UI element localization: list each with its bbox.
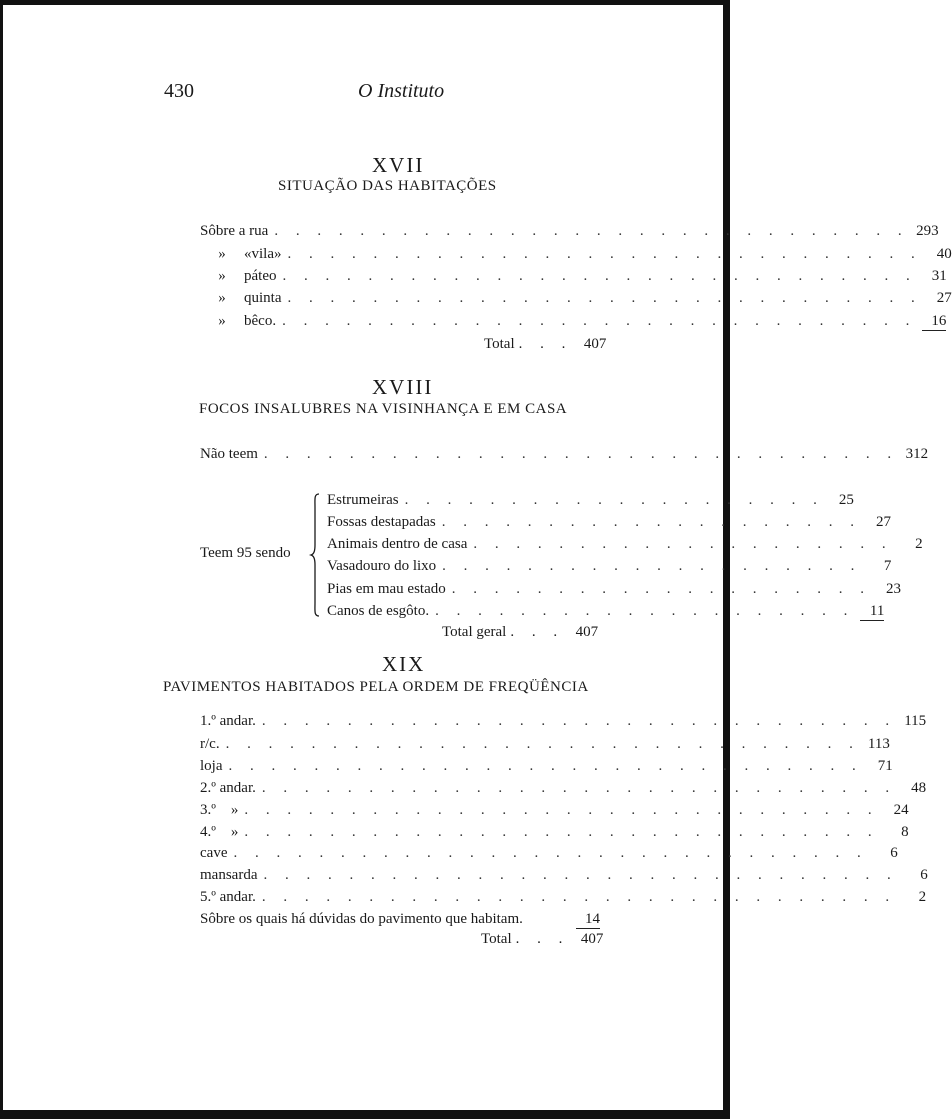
table-row — [200, 221, 939, 241]
table-row — [200, 288, 952, 308]
table-row — [200, 865, 928, 885]
total-value: 407 — [575, 624, 599, 640]
table-row — [327, 556, 892, 576]
total-label: Total geral — [442, 624, 507, 640]
leader-dots: . . . . . . . . . . . . . . . . . . . . . . . . . . . . . . — [244, 802, 879, 818]
leader-dots: . . . . . . . . . . . . . . . . . . . . . . . . . . . . . . — [274, 223, 909, 239]
row-value: 27 — [936, 290, 952, 306]
table-row — [200, 244, 952, 264]
row-label: 1.º andar. — [200, 713, 256, 729]
row-value: 14 — [576, 910, 600, 929]
row-value: 113 — [867, 736, 890, 752]
table-row — [200, 734, 890, 754]
table-row — [200, 711, 927, 731]
row-label: cave — [200, 845, 228, 861]
section-xix-caption: PAVIMENTOS HABITADOS PELA ORDEM DE FREQÜÊNCIA — [163, 679, 589, 695]
section-xvii-number: XVII — [372, 153, 425, 177]
row-value: 312 — [905, 446, 929, 462]
section-xvii-total — [484, 336, 606, 353]
row-value: 8 — [901, 824, 909, 840]
row-label: páteo — [244, 268, 277, 284]
leader-dots: . . . . . . . . . . . . . . . . . . . . — [451, 581, 871, 597]
table-row — [200, 843, 898, 863]
row-value: 48 — [911, 780, 927, 796]
running-head: O Instituto — [358, 80, 445, 102]
table-row — [200, 444, 929, 464]
leader-dots: . . . . . . . . . . . . . . . . . . . . . . . . . . . . . . — [225, 736, 860, 752]
table-row — [200, 756, 893, 776]
table-row — [200, 311, 947, 331]
row-value: 16 — [922, 312, 946, 331]
row-value: 7 — [883, 558, 892, 574]
row-value: 23 — [885, 581, 901, 597]
row-label: quinta — [244, 290, 282, 306]
row-value: 293 — [916, 223, 939, 239]
page-number: 430 — [164, 80, 194, 102]
row-value: 24 — [893, 802, 909, 818]
table-row — [327, 579, 901, 599]
row-label: «vila» — [244, 246, 282, 262]
row-label: Sôbre a rua — [200, 223, 269, 239]
leader-dots: . . . . . . . . . . . . . . . . . . . . . . . . . . . . . . — [282, 313, 917, 329]
leader-dots: . . . . . . . . . . . . . . . . . . . . . . . . . . . . . . — [287, 246, 922, 262]
leader-dots: . . . . . . . . . . . . . . . . . . . . . . . . . . . . . . — [263, 867, 898, 883]
row-label: Pias em mau estado — [327, 581, 446, 597]
table-row — [200, 266, 947, 286]
leader-dots: . . . . . . . . . . . . . . . . . . . . . . . . . . . . . . — [244, 824, 879, 840]
leader-dots: . . . . . . . . . . . . . . . . . . . . — [442, 558, 862, 574]
section-xvii-caption: SITUAÇÃO DAS HABITAÇÕES — [278, 178, 497, 194]
row-value: 11 — [860, 602, 884, 621]
table-row — [327, 601, 885, 621]
curly-brace-icon — [310, 493, 320, 617]
row-value: 40 — [936, 246, 952, 262]
row-value: 71 — [877, 758, 893, 774]
row-label: r/c. — [200, 736, 220, 752]
row-label: loja — [200, 758, 223, 774]
row-label: bêco. — [244, 313, 277, 329]
leader-dots: . . . . . . . . . . . . . . . . . . . . — [435, 603, 855, 619]
row-label: Vasadouro do lixo — [327, 558, 437, 574]
ditto-mark: » — [218, 268, 226, 284]
row-value: 6 — [920, 867, 928, 883]
table-row — [200, 822, 909, 842]
table-row — [200, 909, 600, 929]
leader-dots: . . . . . . . . . . . . . . . . . . . . — [473, 536, 893, 552]
table-row — [327, 512, 891, 532]
row-value: 2 — [918, 889, 927, 905]
teem-label: Teem 95 sendo — [200, 545, 291, 561]
row-value: 31 — [931, 268, 947, 284]
row-label: mansarda — [200, 867, 258, 883]
section-xviii-number: XVIII — [372, 375, 434, 399]
leader-dots: . . . — [510, 624, 565, 640]
table-row — [327, 534, 923, 554]
leader-dots: . . . . . . . . . . . . . . . . . . . . . . . . . . . . . . — [261, 713, 897, 729]
leader-dots: . . . . . . . . . . . . . . . . . . . . . . . . . . . . . . — [263, 446, 899, 462]
leader-dots: . . . . . . . . . . . . . . . . . . . . . . . . . . . . . . — [261, 889, 897, 905]
row-value: 27 — [876, 514, 891, 530]
row-label: Estrumeiras — [327, 492, 399, 508]
row-value: 6 — [890, 845, 898, 861]
leader-dots: . . . . . . . . . . . . . . . . . . . . . . . . . . . . . . — [287, 290, 922, 306]
section-xix-total — [481, 931, 603, 948]
row-label: 3.º » — [200, 802, 239, 818]
total-value: 407 — [580, 931, 604, 947]
row-label: 2.º andar. — [200, 780, 256, 796]
row-label: Animais dentro de casa — [327, 536, 468, 552]
leader-dots: . . . . . . . . . . . . . . . . . . . . — [404, 492, 824, 508]
row-label: Sôbre os quais há dúvidas do pavimento que habitam. — [200, 911, 523, 927]
row-label: Canos de esgôto. — [327, 603, 430, 619]
row-label: Fossas destapadas — [327, 514, 436, 530]
table-row — [200, 778, 927, 798]
row-label: 4.º » — [200, 824, 239, 840]
total-value: 407 — [583, 336, 607, 352]
ditto-mark: » — [218, 246, 226, 262]
row-label: Não teem — [200, 446, 258, 462]
row-value: 115 — [904, 713, 927, 729]
leader-dots: . . . . . . . . . . . . . . . . . . . . — [441, 514, 861, 530]
total-label: Total — [481, 931, 512, 947]
leader-dots: . . . . . . . . . . . . . . . . . . . . . . . . . . . . . . — [228, 758, 863, 774]
section-xviii-caption: FOCOS INSALUBRES NA VISINHANÇA E EM CASA — [199, 401, 568, 417]
table-row — [327, 490, 854, 510]
leader-dots: . . . . . . . . . . . . . . . . . . . . . . . . . . . . . . — [233, 845, 868, 861]
row-label: 5.º andar. — [200, 889, 256, 905]
table-row — [200, 887, 927, 907]
leader-dots: . . . — [515, 931, 570, 947]
leader-dots: . . . . . . . . . . . . . . . . . . . . . . . . . . . . . . — [282, 268, 917, 284]
ditto-mark: » — [218, 313, 226, 329]
row-value: 2 — [915, 536, 923, 552]
section-xix-number: XIX — [382, 652, 426, 676]
table-row — [200, 800, 909, 820]
leader-dots: . . . . . . . . . . . . . . . . . . . . . . . . . . . . . . — [261, 780, 897, 796]
section-xviii-total — [442, 624, 598, 641]
row-value: 25 — [838, 492, 854, 508]
total-label: Total — [484, 336, 515, 352]
leader-dots: . . . — [518, 336, 573, 352]
ditto-mark: » — [218, 290, 226, 306]
